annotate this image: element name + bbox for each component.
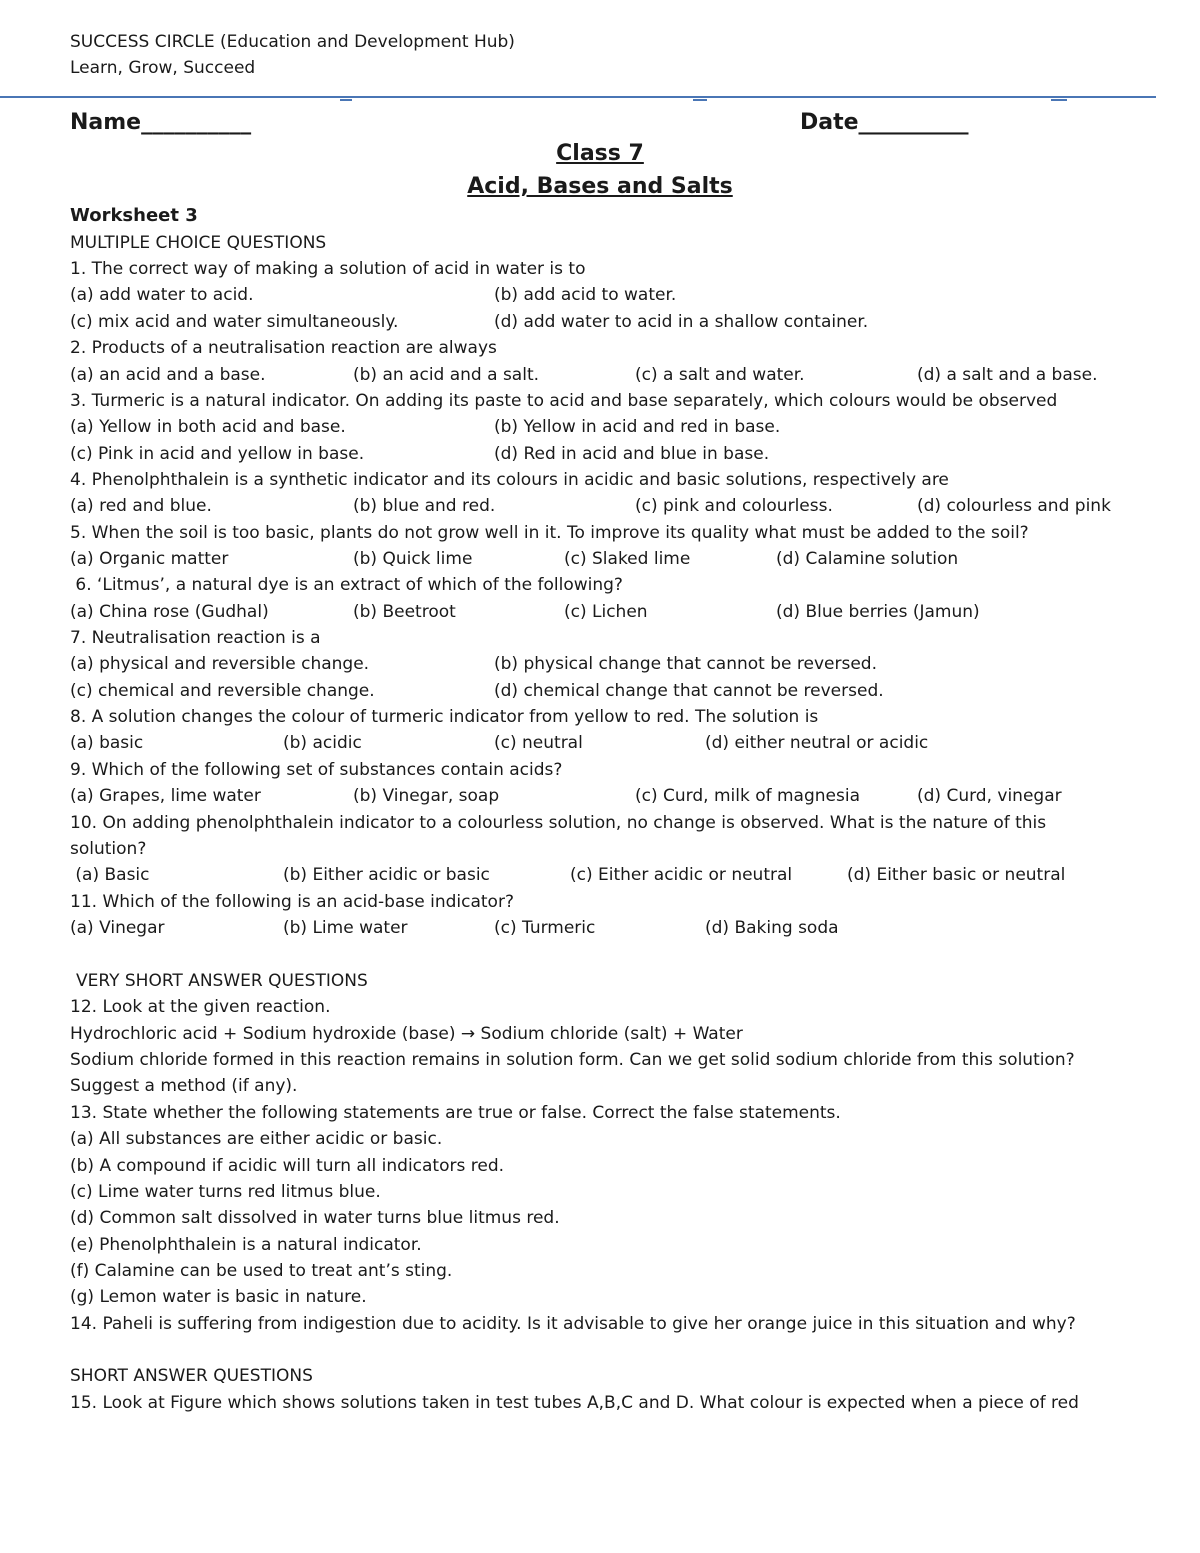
- question-4: 4. Phenolphthalein is a synthetic indicator and its colours in acidic and basic solutions, respectively are: [70, 470, 949, 490]
- option: (b) acidic: [283, 733, 362, 753]
- header-rule-accent: [1051, 99, 1067, 101]
- subject-title: Acid, Bases and Salts: [467, 174, 733, 199]
- option: (b) Either acidic or basic: [283, 865, 490, 885]
- option: (b) Beetroot: [353, 602, 456, 622]
- option: (d) Blue berries (Jamun): [776, 602, 980, 622]
- option: (a) add water to acid.: [70, 285, 254, 305]
- question-3: 3. Turmeric is a natural indicator. On adding its paste to acid and base separately, which colours would be observed: [70, 391, 1058, 411]
- statement: (g) Lemon water is basic in nature.: [70, 1287, 367, 1307]
- org-tagline: Learn, Grow, Succeed: [70, 58, 256, 78]
- option: (d) Either basic or neutral: [847, 865, 1066, 885]
- option: (b) Quick lime: [353, 549, 473, 569]
- option: (b) blue and red.: [353, 496, 496, 516]
- name-field[interactable]: Name__________: [70, 110, 252, 135]
- question-13: 13. State whether the following statements are true or false. Correct the false statements.: [70, 1103, 841, 1123]
- option: (c) neutral: [494, 733, 583, 753]
- question-8: 8. A solution changes the colour of turmeric indicator from yellow to red. The solution is: [70, 707, 819, 727]
- option: (b) Vinegar, soap: [353, 786, 500, 806]
- class-title: Class 7: [556, 141, 644, 166]
- question-12-text: Suggest a method (if any).: [70, 1076, 298, 1096]
- option: (d) add water to acid in a shallow container.: [494, 312, 869, 332]
- option: (d) colourless and pink: [917, 496, 1111, 516]
- section-heading-mcq: MULTIPLE CHOICE QUESTIONS: [70, 233, 327, 253]
- option: (c) pink and colourless.: [635, 496, 833, 516]
- option: (a) Yellow in both acid and base.: [70, 417, 346, 437]
- org-name: SUCCESS CIRCLE (Education and Development Hub): [70, 32, 515, 52]
- option: (d) Baking soda: [705, 918, 839, 938]
- question-10-cont: solution?: [70, 839, 147, 859]
- question-2: 2. Products of a neutralisation reaction are always: [70, 338, 497, 358]
- question-14: 14. Paheli is suffering from indigestion due to acidity. Is it advisable to give her orange juice in this situation and why?: [70, 1314, 1076, 1334]
- option: (d) chemical change that cannot be reversed.: [494, 681, 884, 701]
- option: (a) an acid and a base.: [70, 365, 266, 385]
- section-heading-very-short: VERY SHORT ANSWER QUESTIONS: [76, 971, 368, 991]
- statement: (b) A compound if acidic will turn all indicators red.: [70, 1156, 505, 1176]
- option: (c) Either acidic or neutral: [570, 865, 793, 885]
- statement: (d) Common salt dissolved in water turns blue litmus red.: [70, 1208, 560, 1228]
- option: (d) Calamine solution: [776, 549, 959, 569]
- option: (d) Curd, vinegar: [917, 786, 1062, 806]
- option: (d) Red in acid and blue in base.: [494, 444, 770, 464]
- header-rule-accent: [340, 99, 352, 101]
- option: (a) red and blue.: [70, 496, 212, 516]
- header-rule: [0, 96, 1156, 98]
- option: (c) Lichen: [564, 602, 648, 622]
- option: (a) China rose (Gudhal): [70, 602, 269, 622]
- worksheet-number: Worksheet 3: [70, 205, 198, 226]
- question-15: 15. Look at Figure which shows solutions taken in test tubes A,B,C and D. What colour is expected when a piece of red: [70, 1393, 1079, 1413]
- date-field[interactable]: Date__________: [800, 110, 969, 135]
- option: (b) add acid to water.: [494, 285, 677, 305]
- option: (c) Curd, milk of magnesia: [635, 786, 860, 806]
- question-10: 10. On adding phenolphthalein indicator to a colourless solution, no change is observed. What is the nature of this: [70, 813, 1047, 833]
- option: (d) either neutral or acidic: [705, 733, 929, 753]
- option: (a) Organic matter: [70, 549, 229, 569]
- option: (d) a salt and a base.: [917, 365, 1098, 385]
- statement: (f) Calamine can be used to treat ant’s sting.: [70, 1261, 453, 1281]
- option: (c) a salt and water.: [635, 365, 805, 385]
- option: (b) physical change that cannot be reversed.: [494, 654, 877, 674]
- option: (b) Yellow in acid and red in base.: [494, 417, 781, 437]
- option: (b) Lime water: [283, 918, 408, 938]
- question-5: 5. When the soil is too basic, plants do not grow well in it. To improve its quality what must be added to the soil?: [70, 523, 1029, 543]
- option: (c) mix acid and water simultaneously.: [70, 312, 399, 332]
- question-7: 7. Neutralisation reaction is a: [70, 628, 321, 648]
- question-12-text: Sodium chloride formed in this reaction remains in solution form. Can we get solid sodium chloride from this solution?: [70, 1050, 1075, 1070]
- option: (c) Turmeric: [494, 918, 596, 938]
- statement: (e) Phenolphthalein is a natural indicator.: [70, 1235, 422, 1255]
- option: (c) Pink in acid and yellow in base.: [70, 444, 365, 464]
- question-11: 11. Which of the following is an acid-base indicator?: [70, 892, 514, 912]
- question-9: 9. Which of the following set of substances contain acids?: [70, 760, 563, 780]
- question-12: 12. Look at the given reaction.: [70, 997, 331, 1017]
- header-rule-accent: [693, 99, 707, 101]
- option: (c) chemical and reversible change.: [70, 681, 375, 701]
- question-6: 6. ‘Litmus’, a natural dye is an extract of which of the following?: [70, 575, 623, 595]
- section-heading-short: SHORT ANSWER QUESTIONS: [70, 1366, 313, 1386]
- option: (c) Slaked lime: [564, 549, 691, 569]
- option: (a) Basic: [70, 865, 150, 885]
- statement: (a) All substances are either acidic or basic.: [70, 1129, 443, 1149]
- option: (b) an acid and a salt.: [353, 365, 540, 385]
- option: (a) basic: [70, 733, 144, 753]
- reaction-equation: Hydrochloric acid + Sodium hydroxide (base) → Sodium chloride (salt) + Water: [70, 1024, 743, 1044]
- option: (a) Vinegar: [70, 918, 165, 938]
- question-1: 1. The correct way of making a solution of acid in water is to: [70, 259, 586, 279]
- option: (a) physical and reversible change.: [70, 654, 370, 674]
- option: (a) Grapes, lime water: [70, 786, 261, 806]
- statement: (c) Lime water turns red litmus blue.: [70, 1182, 381, 1202]
